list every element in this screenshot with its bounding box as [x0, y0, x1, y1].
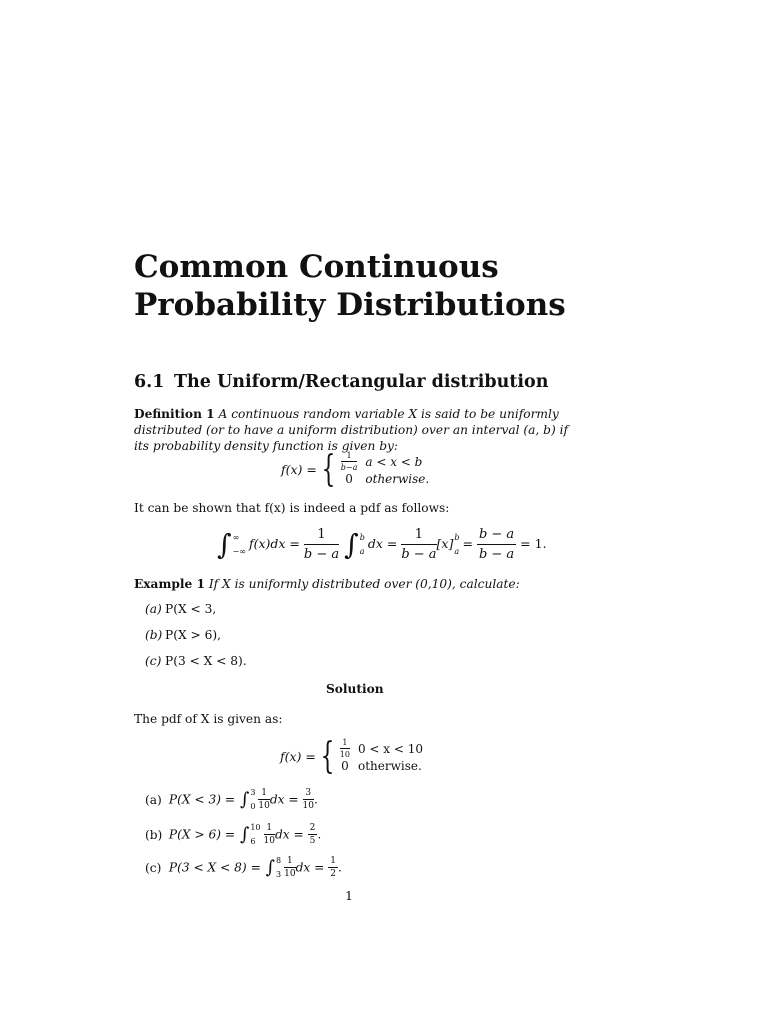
example-item-tag: (a) [145, 602, 162, 616]
case1-condition: a < x < b [365, 454, 423, 469]
integral-sign: ∫ [239, 789, 250, 810]
example-item-text: P(X > 6), [165, 628, 221, 642]
integral-2-upper: b [359, 532, 365, 542]
pdf-cases [340, 452, 436, 487]
definition-paragraph [134, 406, 570, 454]
integrand-numerator: 1 [258, 789, 269, 800]
example-item-tag: (b) [145, 628, 163, 642]
fraction-1 [304, 528, 339, 561]
integral-sign-2: ∫ [344, 527, 359, 561]
integral-2-body: dx = [367, 536, 398, 551]
integrand-fraction [258, 789, 269, 811]
fraction-2-numerator: 1 [401, 528, 436, 545]
integral-lower: 3 [276, 870, 282, 879]
integrand-denominator: 10 [263, 836, 275, 846]
integral-sign: ∫ [265, 857, 276, 878]
fraction-2-denominator: b − a [401, 547, 437, 562]
integrand-numerator: 1 [264, 824, 275, 835]
left-brace: { [321, 448, 336, 490]
integral-lower: 0 [250, 802, 256, 811]
case1-numerator: 1 [340, 739, 350, 749]
integrand-numerator: 1 [284, 857, 295, 868]
case2-value: 0 [345, 472, 353, 486]
solution-item-c: (c) P(3 < X < 8) = ∫ 8 3 $\frac{1}{10}$ dx = $\frac{1}{2}$ . [145, 854, 342, 882]
equals-sign: = [462, 536, 473, 551]
chapter-title-line2: Probability Distributions [134, 287, 566, 323]
integral-sign: ∫ [239, 824, 250, 845]
bracket-term: [x] [436, 536, 454, 551]
solution-item-lhs: P(X < 3) = [168, 792, 236, 807]
result-denominator: 10 [302, 801, 314, 811]
result-fraction [308, 824, 318, 846]
integral-limits [276, 854, 281, 882]
integral-sign-1: ∫ [217, 527, 232, 561]
integral-limits [250, 821, 260, 849]
solution-item-tag: (c) [145, 860, 162, 875]
solution-item-a: (a) P(X < 3) = ∫ 3 0 $\frac{1}{10}$ dx = $\frac{3}{10}$ . [145, 786, 318, 814]
left-brace: { [320, 735, 335, 777]
definition-text: A continuous random variable X is said to be uniformly distributed (or to have a uniform distribution) over an interval (a, b) if its probability density function is given by: [134, 407, 569, 453]
result-numerator: 1 [330, 856, 336, 866]
integral-1-body: f(x)dx = [248, 536, 300, 551]
section-title: The Uniform/Rectangular distribution [174, 372, 549, 392]
solution-item-dx: dx = [269, 792, 299, 807]
integrand-fraction [284, 857, 295, 879]
bracket-limits [454, 531, 459, 559]
pdf-lhs: f(x) = [280, 749, 316, 764]
bracket-upper: b [454, 532, 460, 542]
solution-item-tag: (b) [145, 827, 163, 842]
case1-denominator: b−a [340, 463, 358, 472]
integral-2-limits [360, 531, 365, 559]
result-fraction [303, 789, 314, 811]
example-paragraph [134, 576, 570, 592]
integral-limits [250, 786, 255, 814]
result-numerator: 3 [303, 789, 314, 800]
case1-fraction [341, 452, 358, 472]
case1-fraction [340, 739, 350, 759]
example-item-tag: (c) [145, 654, 162, 668]
fraction-3 [477, 528, 516, 561]
fraction-1-numerator: 1 [304, 528, 339, 545]
result-fraction [328, 857, 338, 879]
pdf-integral-equation [216, 528, 547, 561]
solution-heading: Solution [326, 682, 384, 696]
case2-condition: otherwise. [357, 759, 422, 773]
case1-condition: 0 < x < 10 [357, 741, 424, 756]
fraction-2 [401, 528, 436, 561]
solution-item-lhs: P(3 < X < 8) = [168, 860, 261, 875]
example-item-a [145, 602, 216, 616]
integral-upper: 10 [250, 823, 261, 832]
section-number: 6.1 [134, 372, 165, 392]
example-text: If X is uniformly distributed over (0,10), calculate: [208, 577, 520, 591]
pdf-check-intro: It can be shown that f(x) is indeed a pdf as follows: [134, 501, 450, 515]
solution-item-dx: dx = [295, 860, 325, 875]
integral-lower: 6 [250, 837, 256, 846]
example-label: Example 1 [134, 577, 205, 591]
chapter-title [134, 248, 654, 324]
solution-item-b: (b) P(X > 6) = ∫ 10 6 $\frac{1}{10}$ dx = $\frac{2}{5}$ . [145, 821, 321, 849]
solution-item-lhs: P(X > 6) = [168, 827, 236, 842]
integral-1-lower: −∞ [232, 546, 246, 556]
result-numerator: 2 [309, 823, 316, 833]
solution-item-tag: (a) [145, 792, 162, 807]
integrand-denominator: 10 [258, 801, 270, 811]
fraction-3-denominator: b − a [478, 547, 515, 562]
chapter-title-line1: Common Continuous [134, 249, 499, 285]
integral-1-upper: ∞ [232, 532, 240, 542]
example-item-text: P(X < 3, [165, 602, 217, 616]
example-item-text: P(3 < X < 8). [165, 654, 247, 668]
case2-condition: otherwise. [365, 472, 430, 486]
case2-value: 0 [341, 759, 349, 773]
integral-2-lower: a [359, 546, 365, 556]
example-pdf-equation [280, 735, 430, 777]
section-heading [134, 372, 548, 392]
integral-upper: 3 [250, 788, 256, 797]
result-denominator: 2 [330, 869, 336, 879]
page-number: 1 [345, 888, 353, 903]
integral-result: = 1. [520, 536, 547, 551]
integral-upper: 8 [276, 856, 282, 865]
bracket-lower: a [454, 546, 460, 556]
integrand-fraction [264, 824, 275, 846]
pdf-cases [339, 739, 430, 774]
fraction-3-numerator: b − a [477, 528, 516, 545]
case1-denominator: 10 [339, 750, 350, 759]
definition-label: Definition 1 [134, 407, 215, 421]
result-denominator: 5 [309, 836, 316, 846]
integral-1-limits [233, 531, 246, 559]
example-item-b [145, 628, 221, 642]
solution-intro: The pdf of X is given as: [134, 712, 283, 726]
case1-numerator: 1 [341, 452, 358, 462]
integrand-denominator: 10 [284, 869, 296, 879]
fraction-1-denominator: b − a [303, 547, 340, 562]
pdf-lhs: f(x) = [281, 462, 317, 477]
example-item-c [145, 654, 247, 668]
solution-item-dx: dx = [274, 827, 304, 842]
uniform-pdf-equation [281, 448, 436, 490]
